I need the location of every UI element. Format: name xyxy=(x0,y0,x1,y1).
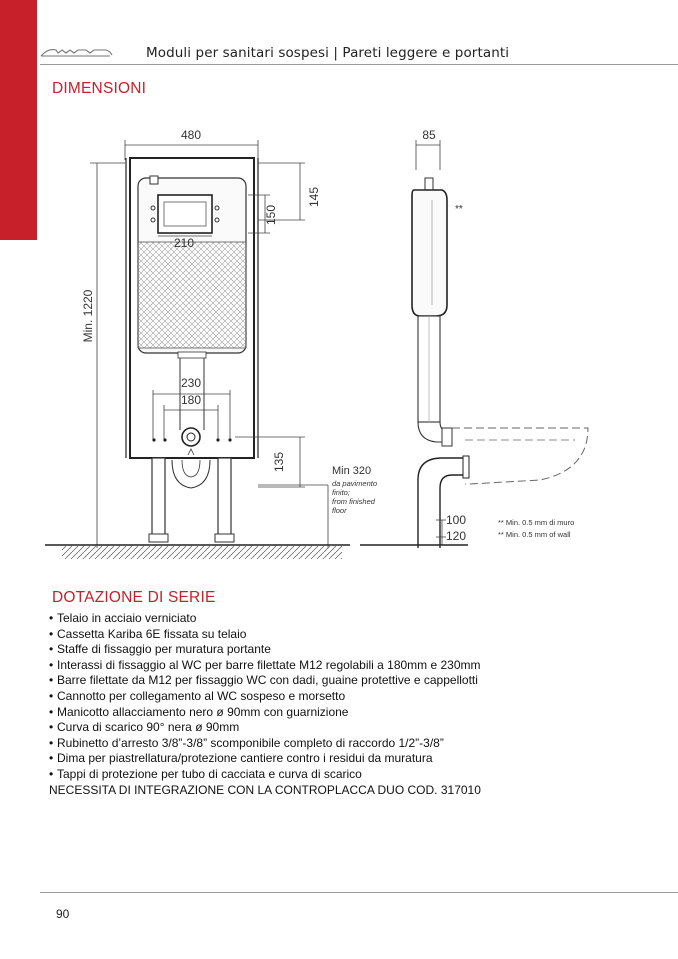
feature-item: • Telaio in acciaio verniciato xyxy=(49,611,481,627)
dim-1220-label: Min. 1220 xyxy=(81,289,95,343)
floor-note-en-1: from finished xyxy=(332,497,375,506)
double-star-label: ** xyxy=(455,204,463,215)
feature-item: • Dima per piastrellatura/protezione cantiere contro i residui da muratura xyxy=(49,751,481,767)
integration-requirement: NECESSITA DI INTEGRAZIONE CON LA CONTROPLACCA DUO COD. 317010 xyxy=(49,783,481,797)
feature-item: • Manicotto allacciamento nero ø 90mm con guarnizione xyxy=(49,705,481,721)
wall-note-en: ** Min. 0.5 mm of wall xyxy=(498,530,571,539)
dim-180-label: 180 xyxy=(180,393,202,407)
front-view xyxy=(45,128,377,559)
dim-480-label: 480 xyxy=(181,128,202,142)
min-320-label: Min 320 xyxy=(332,465,372,477)
features-list xyxy=(49,611,481,783)
dim-150-label: 150 xyxy=(264,204,278,226)
feature-item: • Cannotto per collegamento al WC sospeso e morsetto xyxy=(49,689,481,705)
dim-135-label: 135 xyxy=(272,451,286,473)
dim-100-label: 100 xyxy=(446,513,467,527)
floor-note-it-2: finito; xyxy=(332,488,350,497)
feature-item: • Curva di scarico 90° nera ø 90mm xyxy=(49,720,481,736)
feature-item: • Interassi di fissaggio al WC per barre filettate M12 regolabili a 180mm e 230mm xyxy=(49,658,481,674)
floor-note-en-2: floor xyxy=(332,506,347,515)
section-title-dimensioni: DIMENSIONI xyxy=(52,80,147,97)
feature-item: • Cassetta Kariba 6E fissata su telaio xyxy=(49,627,481,643)
page-number: 90 xyxy=(56,907,70,921)
section-title-dotazione: DOTAZIONE DI SERIE xyxy=(52,589,216,606)
feature-item: • Staffe di fissaggio per muratura portante xyxy=(49,642,481,658)
feature-item: • Tappi di protezione per tubo di cacciata e curva di scarico xyxy=(49,767,481,783)
dim-210-label: 210 xyxy=(173,236,195,250)
feature-item: • Rubinetto d’arresto 3/8”-3/8” scomponibile completo di raccordo 1/2”-3/8” xyxy=(49,736,481,752)
floor-note-it-1: da pavimento xyxy=(332,479,378,488)
footer-divider xyxy=(40,892,678,893)
wall-note-it: ** Min. 0.5 mm di muro xyxy=(498,518,575,527)
dim-230-label: 230 xyxy=(180,376,202,390)
dim-120-label: 120 xyxy=(446,529,467,543)
dim-85-label: 85 xyxy=(422,128,436,142)
dim-145-label: 145 xyxy=(307,186,321,208)
feature-item: • Barre filettate da M12 per fissaggio WC con dadi, guaine protettive e cappellotti xyxy=(49,673,481,689)
header-title: Moduli per sanitari sospesi | Pareti leggere e portanti xyxy=(146,45,510,61)
side-view xyxy=(360,128,588,548)
